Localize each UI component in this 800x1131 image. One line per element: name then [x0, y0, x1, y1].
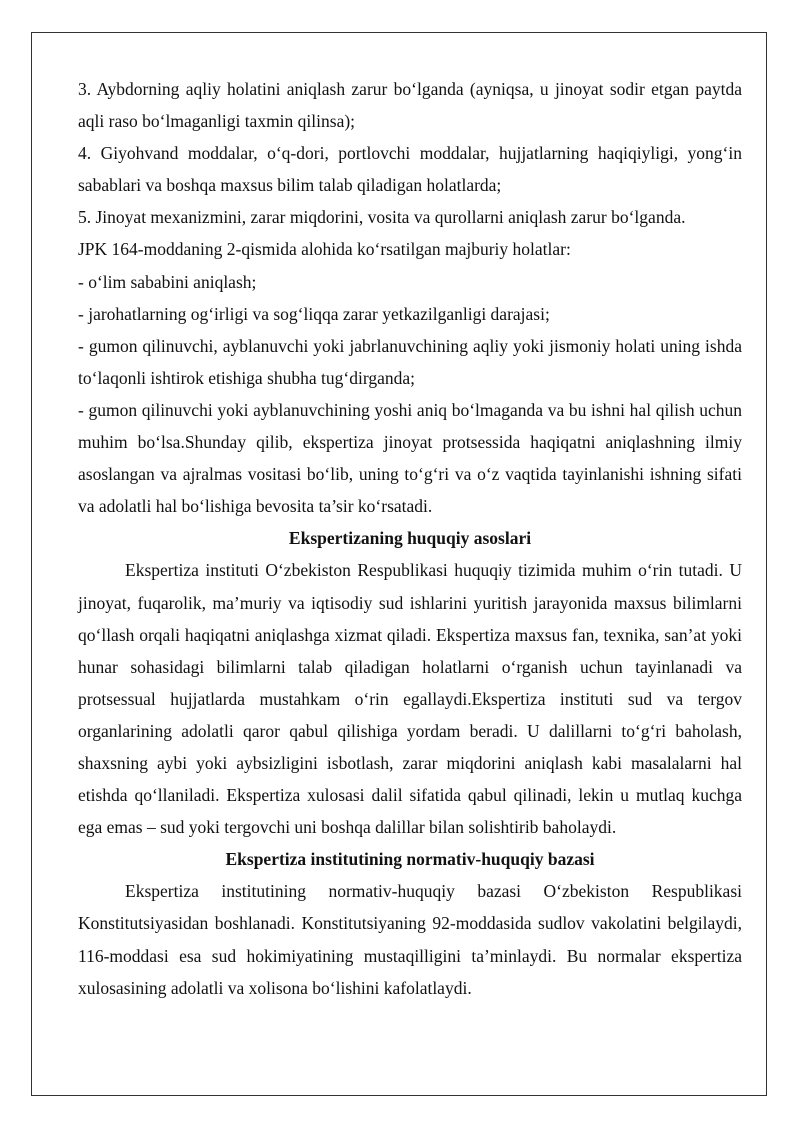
mandatory-item-injury-severity: - jarohatlarning og‘irligi va sog‘liqqa zarar yetkazilganligi darajasi; [78, 303, 550, 324]
paragraph-legal-basis: Ekspertiza instituti O‘zbekiston Respublikasi huquqiy tizimida muhim o‘rin tutadi. U jinoyat, fuqarolik, ma’muriy va iqtisodiy sud ishlarini yuritish jarayonida maxsus bilimlarni qo‘llash orqali haqiqatni aniqlashga xizmat qiladi. Ekspertiza maxsus fan, texnika, san’at yoki hunar sohasidagi bilimlarni talab qiladigan holatlarni o‘rganish uchun tayinlanadi va protsessual hujjatlarda mustahkam o‘rin egallaydi.Ekspertiza instituti sud va tergov organlarining adolatli qaror qabul qilishiga yordam beradi. U dalillarni to‘g‘ri baholash, shaxsning aybi yoki aybsizligini isbotlash, zarar miqdorini aniqlash kabi masalalarni hal etishda qo‘llaniladi. Ekspertiza xulosasi dalil sifatida qabul qilinadi, lekin u mutlaq kuchga ega emas – sud yoki tergovchi uni boshqa dalillar bilan solishtirib baholaydi. [78, 560, 742, 838]
mandatory-item-death-cause: - o‘lim sababini aniqlash; [78, 271, 257, 292]
section-heading-legal-basis: Ekspertizaning huquqiy asoslari [288, 528, 532, 549]
paragraph-normative-basis: Ekspertiza institutining normativ-huquqiy bazasi O‘zbekiston Respublikasi Konstitutsiyasidan boshlanadi. Konstitutsiyaning 92-moddasida sudlov vakolatini belgilaydi, 116-moddasi esa sud hokimiyatining mustaqilligini ta’minlaydi. Bu normalar ekspertiza xulosasining adolatli va xolisona bo‘lishini kafolatlaydi. [78, 881, 742, 998]
mandatory-item-mental-state: - gumon qilinuvchi, ayblanuvchi yoki jabrlanuvchining aqliy yoki jismoniy holati uning ishda to‘laqonli ishtirok etishiga shubha tug‘dirganda; [78, 335, 742, 388]
document-body [78, 73, 742, 1004]
section-heading-normative-basis: Ekspertiza institutining normativ-huquqiy bazasi [225, 849, 595, 870]
mandatory-intro: JPK 164-moddaning 2-qismida alohida ko‘rsatilgan majburiy holatlar: [78, 239, 571, 260]
mandatory-item-age: - gumon qilinuvchi yoki ayblanuvchining yoshi aniq bo‘lmaganda va bu ishni hal qilish uchun muhim bo‘lsa.Shunday qilib, ekspertiza jinoyat protsessida haqiqatni aniqlashning ilmiy asoslangan va ajralmas vositasi bo‘lib, uning to‘g‘ri va o‘z vaqtida tayinlanishi ishning sifati va adolatli hal bo‘lishiga bevosita ta’sir ko‘rsatadi. [78, 399, 742, 517]
list-item-4: 4. Giyohvand moddalar, o‘q-dori, portlovchi moddalar, hujjatlarning haqiqiyligi, yong‘in sabablari va boshqa maxsus bilim talab qiladigan holatlarda; [78, 143, 742, 196]
list-item-5: 5. Jinoyat mexanizmini, zarar miqdorini, vosita va qurollarni aniqlash zarur bo‘lganda. [78, 207, 686, 228]
list-item-3: 3. Aybdorning aqliy holatini aniqlash zarur bo‘lganda (ayniqsa, u jinoyat sodir etgan paytda aqli raso bo‘lmaganligi taxmin qilinsa); [78, 79, 742, 132]
